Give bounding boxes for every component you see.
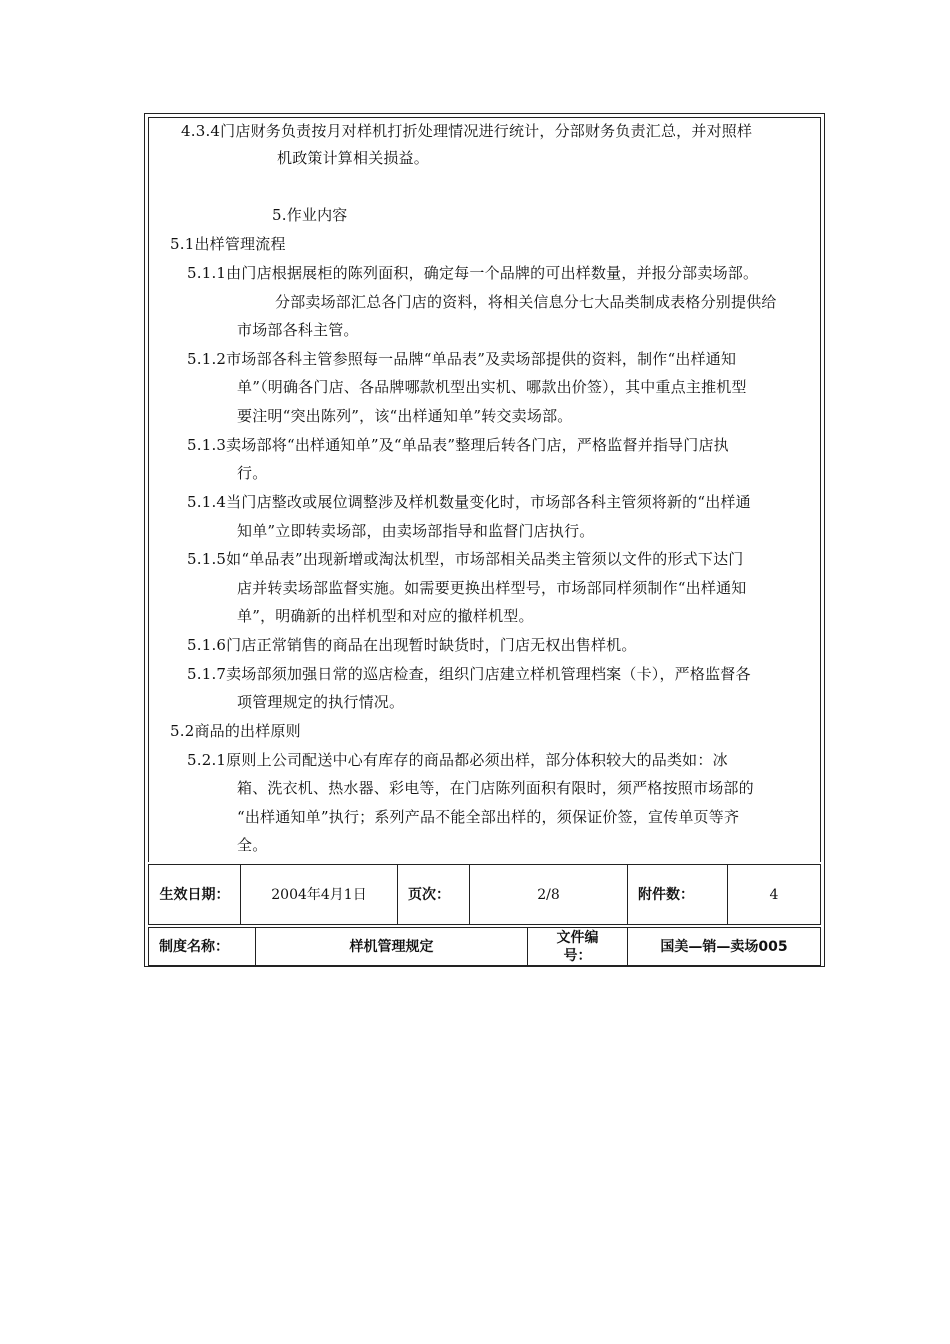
clause-5-1-1-line3: 市场部各科主管。	[237, 321, 359, 339]
document-number-label: 文件编号：	[528, 928, 628, 965]
clause-5-1-3: 5.1.3卖场部将“出样通知单”及“单品表”整理后转各门店，严格监督并指导门店执	[187, 436, 729, 454]
clause-5-1-5: 5.1.5如“单品表”出现新增或淘汰机型，市场部相关品类主管须以文件的形式下达门	[187, 550, 744, 568]
effective-date-label: 生效日期：	[149, 865, 241, 924]
footer-row-meta	[148, 864, 821, 925]
clause-5-1-6: 5.1.6门店正常销售的商品在出现暂时缺货时，门店无权出售样机。	[187, 636, 637, 654]
policy-name-value: 样机管理规定	[256, 928, 528, 965]
clause-5-2-1-line2: 箱、洗衣机、热水器、彩电等，在门店陈列面积有限时，须严格按照市场部的	[237, 779, 754, 797]
clause-5-1-4-line2: 知单”立即转卖场部，由卖场部指导和监督门店执行。	[237, 522, 595, 540]
attachments-label: 附件数：	[628, 865, 728, 924]
clause-5-1-1: 5.1.1由门店根据展柜的陈列面积，确定每一个品牌的可出样数量，并报分部卖场部。	[187, 264, 759, 282]
clause-5-1-2-line3: 要注明“突出陈列”，该“出样通知单”转交卖场部。	[237, 407, 573, 425]
section-5-2-heading: 5.2商品的出样原则	[170, 722, 301, 740]
clause-5-1-7-line2: 项管理规定的执行情况。	[237, 693, 405, 711]
effective-date-value: 2004年4月1日	[241, 865, 398, 924]
clause-5-1-3-line2: 行。	[237, 464, 268, 482]
clause-5-2-1-line3: “出样通知单”执行；系列产品不能全部出样的，须保证价签，宣传单页等齐	[237, 808, 740, 826]
page-value: 2/8	[470, 865, 628, 924]
attachments-value: 4	[769, 886, 779, 903]
clause-5-1-1-line2: 分部卖场部汇总各门店的资料，将相关信息分七大品类制成表格分别提供给	[275, 293, 777, 311]
clause-5-1-5-line3: 单”，明确新的出样机型和对应的撤样机型。	[237, 607, 534, 625]
policy-name-label: 制度名称：	[149, 928, 256, 965]
clause-4-3-4-continued: 机政策计算相关损益。	[277, 149, 430, 167]
clause-5-1-2-line2: 单”（明确各门店、各品牌哪款机型出实机、哪款出价签），其中重点主推机型	[237, 378, 747, 396]
clause-5-2-1: 5.2.1原则上公司配送中心有库存的商品都必须出样，部分体积较大的品类如：冰	[187, 751, 728, 769]
section-5-1-heading: 5.1出样管理流程	[170, 235, 286, 253]
footer-row-policy	[148, 927, 821, 966]
clause-5-1-2: 5.1.2市场部各科主管参照每一品牌“单品表”及卖场部提供的资料，制作“出样通知	[187, 350, 737, 368]
section-5-heading: 5.作业内容	[272, 206, 348, 224]
clause-4-3-4: 4.3.4门店财务负责按月对样机打折处理情况进行统计，分部财务负责汇总，并对照样	[181, 122, 753, 140]
clause-5-1-7: 5.1.7卖场部须加强日常的巡店检查，组织门店建立样机管理档案（卡），严格监督各	[187, 665, 751, 683]
clause-5-2-1-line4: 全。	[237, 836, 268, 854]
page-label: 页次：	[398, 865, 470, 924]
clause-5-1-4: 5.1.4当门店整改或展位调整涉及样机数量变化时，市场部各科主管须将新的“出样通	[187, 493, 751, 511]
document-number-value: 国美—销—卖场005	[660, 938, 788, 955]
clause-5-1-5-line2: 店并转卖场部监督实施。如需要更换出样型号，市场部同样须制作“出样通知	[237, 579, 747, 597]
